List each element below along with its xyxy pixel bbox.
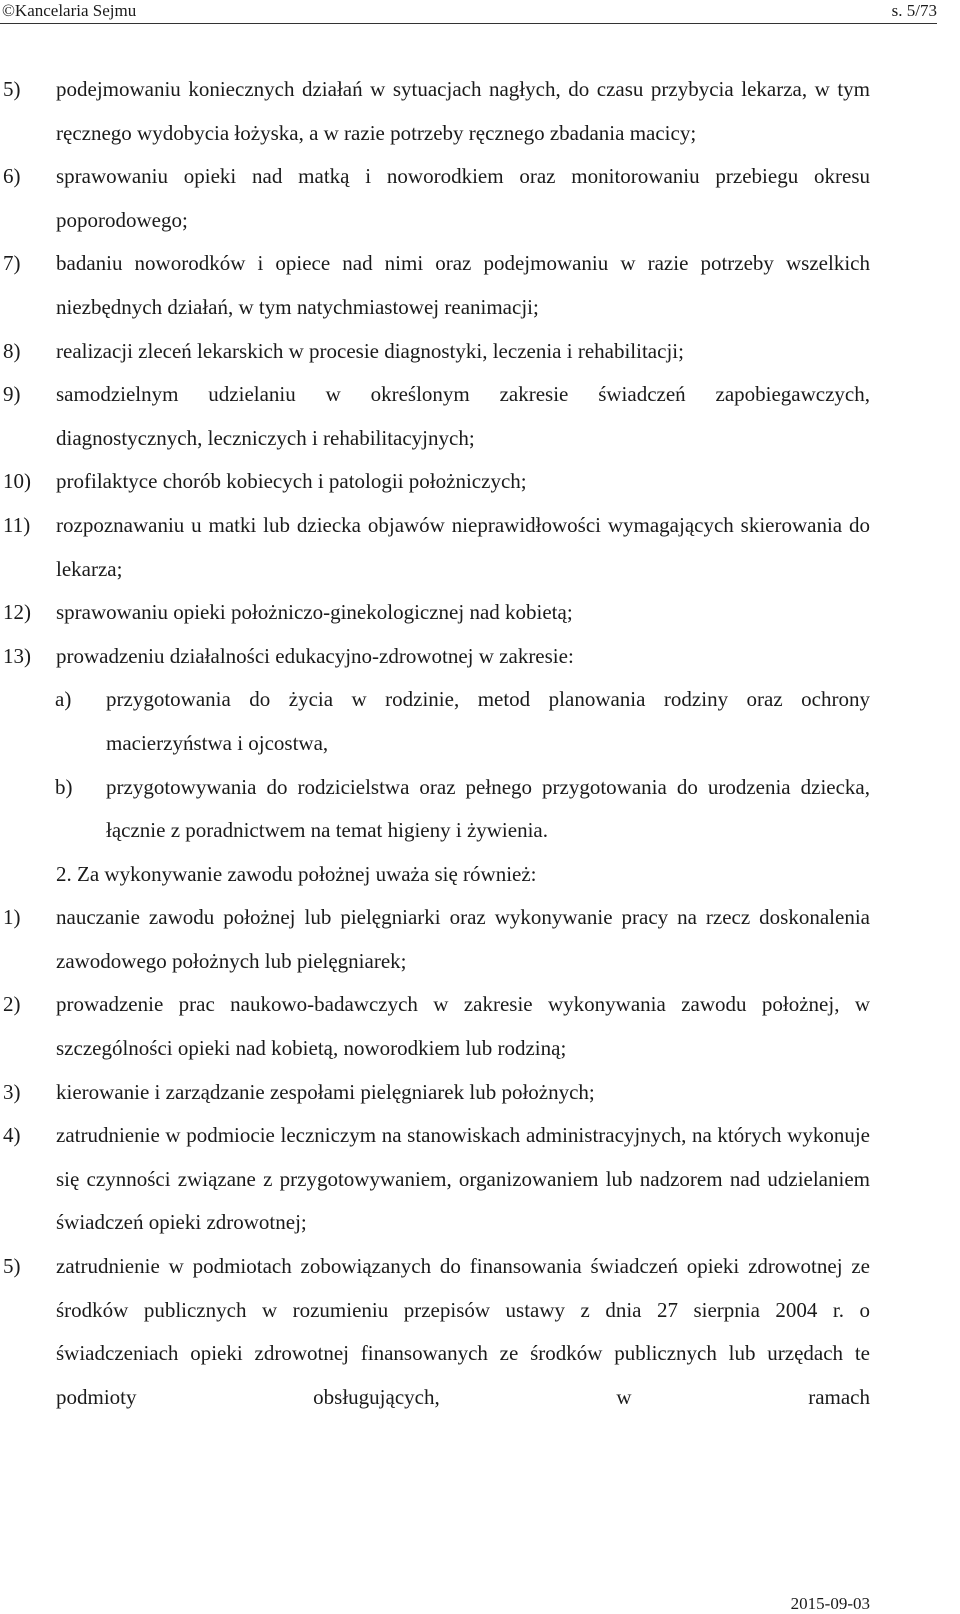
list-item-number: 7) <box>3 251 21 276</box>
list-item-number: 9) <box>3 382 21 407</box>
list-item-text: podejmowaniu koniecznych działań w sytuacjach nagłych, do czasu przybycia lekarza, w tym ręcznego wydobycia łożyska, a w razie potrzeby ręcznego zbadania macicy; <box>56 77 870 145</box>
list-item-number: 10) <box>3 469 31 494</box>
paragraph-heading: 2. Za wykonywanie zawodu położnej uważa się również: <box>56 861 537 886</box>
list-item <box>0 242 870 329</box>
list-item-number: 8) <box>3 338 21 363</box>
list-item-number: 4) <box>3 1123 21 1148</box>
list-item-number: 13) <box>3 643 31 668</box>
list-item <box>0 330 870 374</box>
list-item <box>0 896 870 983</box>
list-item <box>0 1071 870 1115</box>
header-page-number: s. 5/73 <box>891 1 937 20</box>
list-item <box>0 1114 870 1245</box>
sub-list-item-letter: b) <box>55 774 73 799</box>
sub-list-item-text: przygotowania do życia w rodzinie, metod planowania rodziny oraz ochrony macierzyństwa i ojcostwa, <box>106 687 870 755</box>
header-rule <box>0 23 937 24</box>
list-item <box>0 635 870 679</box>
header-source: ©Kancelaria Sejmu <box>2 1 137 20</box>
list-item-number: 1) <box>3 905 21 930</box>
page-header <box>0 0 960 24</box>
list-item <box>0 504 870 591</box>
list-item-text: nauczanie zawodu położnej lub pielęgniarki oraz wykonywanie pracy na rzecz doskonalenia zawodowego położnych lub pielęgniarek; <box>56 905 870 973</box>
list-item-text: samodzielnym udzielaniu w określonym zakresie świadczeń zapobiegawczych, diagnostycznych, leczniczych i rehabilitacyjnych; <box>56 382 870 450</box>
list-item-number: 2) <box>3 992 21 1017</box>
list-item <box>0 155 870 242</box>
sub-list-item-text: przygotowywania do rodzicielstwa oraz pełnego przygotowania do urodzenia dziecka, łącznie z poradnictwem na temat higieny i żywienia. <box>106 774 870 843</box>
list-item <box>0 983 870 1070</box>
list-item-text: kierowanie i zarządzanie zespołami pielęgniarek lub położnych; <box>56 1079 595 1104</box>
list-item-text: realizacji zleceń lekarskich w procesie diagnostyki, leczenia i rehabilitacji; <box>56 338 684 363</box>
list-item <box>0 68 870 155</box>
list-item <box>0 460 870 504</box>
sub-list-item-letter: a) <box>55 687 72 712</box>
list-item-text: rozpoznawaniu u matki lub dziecka objawów nieprawidłowości wymagających skierowania do lekarza; <box>56 512 870 581</box>
list-item-text: zatrudnienie w podmiocie leczniczym na stanowiskach administracyjnych, na których wykonuje się czynności związane z przygotowywaniem, organizowaniem lub nadzorem nad udzielaniem świadczeń opieki zdrowotnej; <box>56 1123 870 1235</box>
list-item <box>0 373 870 460</box>
list-item <box>0 1245 870 1419</box>
list-item-text: badaniu noworodków i opiece nad nimi oraz podejmowaniu w razie potrzeby wszelkich niezbędnych działań, w tym natychmiastowej reanimacji; <box>56 251 870 319</box>
sub-list-item <box>0 678 870 765</box>
list-item-text: sprawowaniu opieki nad matką i noworodkiem oraz monitorowaniu przebiegu okresu poporodowego; <box>56 164 870 232</box>
list-item-number: 3) <box>3 1079 21 1104</box>
list-item-text: sprawowaniu opieki położniczo-ginekologicznej nad kobietą; <box>56 600 573 625</box>
list-item-number: 5) <box>3 1254 21 1279</box>
list-item-number: 11) <box>3 512 31 537</box>
list-item <box>0 591 870 635</box>
list-item-text: profilaktyce chorób kobiecych i patologii położniczych; <box>56 469 527 494</box>
list-item-number: 12) <box>3 600 31 625</box>
list-item-text: prowadzenie prac naukowo-badawczych w zakresie wykonywania zawodu położnej, w szczególności opieki nad kobietą, noworodkiem lub rodziną; <box>56 992 870 1061</box>
sub-list-item <box>0 766 870 853</box>
list-item-number: 5) <box>3 77 21 101</box>
list-item-number: 6) <box>3 164 21 189</box>
list-item-text: prowadzeniu działalności edukacyjno-zdrowotnej w zakresie: <box>56 643 574 668</box>
footer-date: 2015-09-03 <box>790 1594 870 1613</box>
list-item-text: zatrudnienie w podmiotach zobowiązanych do finansowania świadczeń opieki zdrowotnej ze środków publicznych w rozumieniu przepisów ustawy z dnia 27 sierpnia 2004 r. o świadczeniach opieki zdrowotnej finansowanych ze środków publicznych lub urzędach te podmioty obsługujących, w ramach <box>56 1254 870 1409</box>
document-body <box>0 68 870 1419</box>
